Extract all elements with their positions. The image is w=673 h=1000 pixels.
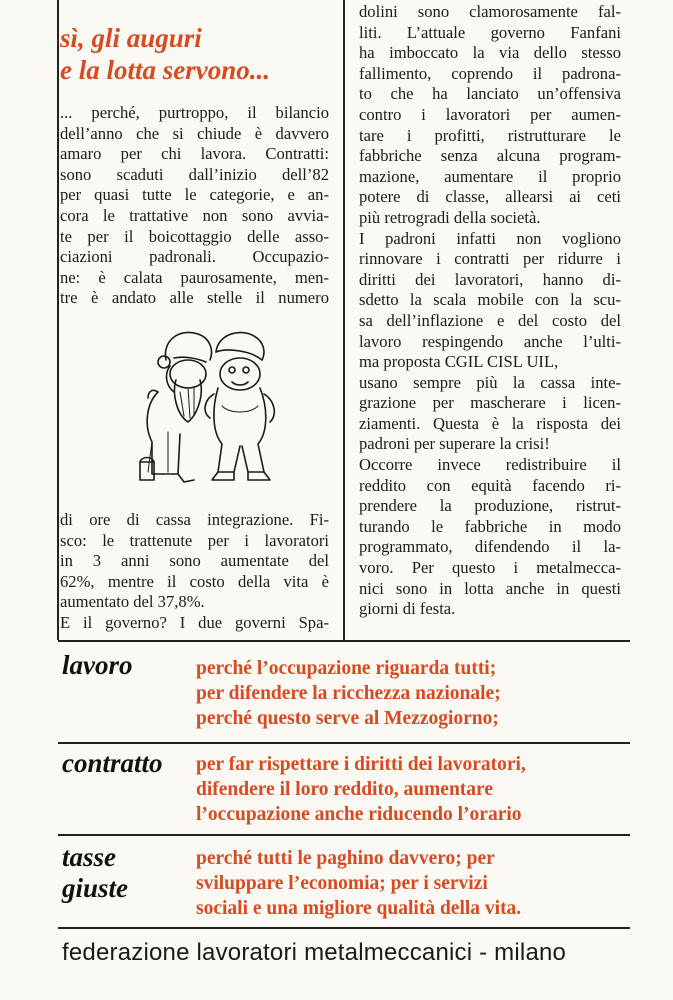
slogan-divider-2 — [58, 834, 630, 836]
text-line: potere di classe, allearsi ai ceti — [359, 187, 621, 207]
text-line: ziamenti. Questa è la risposta dei — [359, 413, 621, 433]
text-line: di ore di cassa integrazione. Fi- — [60, 510, 329, 529]
headline — [60, 22, 350, 86]
cartoon-figure-right — [205, 333, 274, 480]
text-line: per quasi tutte le categorie, e an- — [60, 185, 329, 205]
text-line: sco: le trattenute per i lavoratori — [60, 530, 329, 550]
text-line: contro i lavoratori per aumen- — [359, 104, 621, 124]
slogan-line: l’occupazione anche riducendo l’orario — [196, 804, 522, 825]
text-line: usano sempre più la cassa inte- — [359, 372, 621, 392]
text-line: grazione per mascherare i licen- — [359, 393, 621, 413]
text-line: 62%, mentre il costo della vita è — [60, 571, 329, 591]
text-line: to che ha lanciato un’offensiva — [359, 84, 621, 104]
text-line: ... perché, purtroppo, il bilancio — [60, 103, 329, 122]
text-line: giorni di festa. — [359, 599, 456, 619]
text-line: dell’anno che si chiude è davvero — [60, 123, 329, 143]
slogan-line: per difendere la ricchezza nazionale; — [196, 683, 501, 704]
text-line: nici sono in lotta anche in questi — [359, 578, 621, 598]
text-line: ne: è calata paurosamente, men- — [60, 267, 329, 287]
slogan-line: perché l’occupazione riguarda tutti; — [196, 658, 497, 679]
text-line: ma proposta CGIL CISL UIL, — [359, 352, 559, 372]
text-line: più retrogradi della società. — [359, 207, 541, 227]
headline-line-2: e la lotta servono... — [60, 55, 270, 85]
slogan-divider-1 — [58, 742, 630, 744]
slogan-line: per far rispettare i diritti dei lavoratori, — [196, 754, 526, 775]
text-line: rinnovare i contratti per ridurre i — [359, 249, 621, 269]
text-line: Occorre invece redistribuire il — [359, 455, 621, 475]
headline-line-1: sì, gli auguri — [60, 23, 202, 53]
slogan-line: perché tutti le paghino davvero; per — [196, 848, 495, 869]
cartoon-illustration — [118, 322, 296, 488]
santa-figure-left — [140, 332, 212, 482]
text-line: I padroni infatti non vogliono — [359, 228, 621, 248]
text-line: sono scaduti dall’inizio dell’82 — [60, 164, 329, 184]
text-line: E il governo? I due governi Spa- — [60, 612, 329, 632]
text-line: amaro per chi lavora. Contratti: — [60, 144, 329, 164]
slogan-line: sviluppare l’economia; per i servizi — [196, 873, 488, 894]
text-line: fallimento, coprendo il padrona- — [359, 63, 621, 83]
right-column-text — [359, 2, 621, 620]
text-line: cora le trattative non sono avvia- — [60, 205, 329, 225]
text-line: ciazioni padronali. Occupazio- — [60, 247, 329, 267]
slogan-key-lavoro: lavoro — [62, 650, 133, 680]
text-line: turando le fabbriche in modo — [359, 516, 621, 536]
text-line: mazione, aumentare il proprio — [359, 166, 621, 186]
text-line: diritti dei lavoratori, hanno di- — [359, 269, 621, 289]
text-line: tare i profitti, ristrutturare le — [359, 125, 621, 145]
slogan-line: sociali e una migliore qualità della vita. — [196, 898, 522, 919]
slogan-key-line-2: giuste — [62, 873, 129, 903]
text-line: tre è andato alle stelle il numero — [60, 288, 329, 308]
slogan-text-contratto — [196, 752, 616, 827]
slogan-bottom-rule — [58, 927, 630, 929]
slogan-key-tasse-giuste — [62, 842, 128, 904]
slogan-line: perché questo serve al Mezzogiorno; — [196, 708, 499, 729]
slogan-text-tasse-giuste — [196, 846, 616, 921]
text-line: prendere la produzione, ristrut- — [359, 496, 621, 516]
slogan-key-line-1: tasse — [62, 842, 116, 872]
text-line: in 3 anni sono aumentate del — [60, 551, 329, 571]
text-line: lavoro respingendo anche l’ulti- — [359, 331, 621, 351]
column-divider — [343, 0, 345, 640]
text-line: reddito con equità facendo ri- — [359, 475, 621, 495]
slogan-line: difendere il loro reddito, aumentare — [196, 779, 493, 800]
text-line: voro. Per questo i metalmecca- — [359, 558, 621, 578]
footer-signature: federazione lavoratori metalmeccanici - milano — [62, 939, 567, 966]
left-column-bottom-text — [60, 510, 329, 634]
text-line: aumentato del 37,8%. — [60, 592, 205, 612]
left-column-top-text — [60, 103, 329, 309]
text-line: sdetto la scala mobile con la scu- — [359, 290, 621, 310]
text-line: programmato, difendendo il la- — [359, 537, 621, 557]
text-line: fabbriche senza alcuna program- — [359, 146, 621, 166]
slogan-text-lavoro — [196, 656, 616, 731]
text-line: dolini sono clamorosamente fal- — [359, 2, 621, 21]
text-line: ha imboccato la via dello stesso — [359, 43, 621, 63]
slogan-top-rule — [58, 640, 630, 642]
text-line: te per il boicottaggio delle asso- — [60, 226, 329, 246]
text-line: padroni per superare la crisi! — [359, 434, 550, 454]
text-line: liti. L’attuale governo Fanfani — [359, 22, 621, 42]
slogan-key-contratto: contratto — [62, 748, 163, 778]
left-border-rule — [57, 0, 59, 640]
text-line: sa dell’inflazione e del costo del — [359, 310, 621, 330]
